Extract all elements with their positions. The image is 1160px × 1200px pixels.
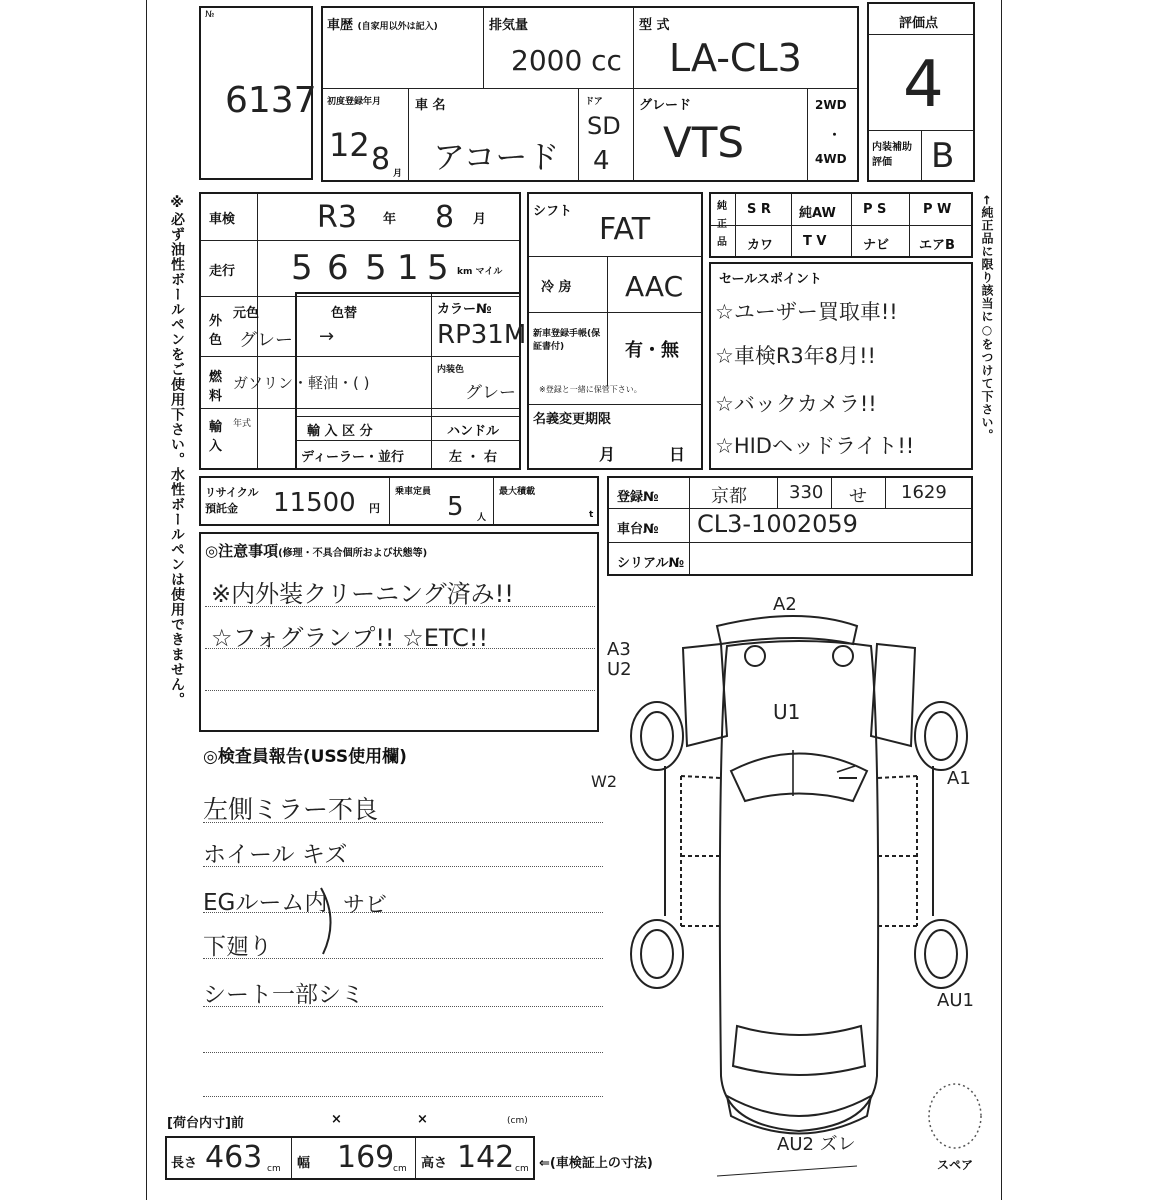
displacement-value: 2000 cc xyxy=(511,44,622,77)
height-value: 142 xyxy=(457,1140,515,1175)
inspector-title: ◎検査員報告(USS使用欄) xyxy=(203,747,407,767)
vehicle-details-box: 車検 R3 年 8 月 走行 5 6 5 1 5 km マイル 外色 元色 色替 グレー → 燃料 ガソリン・軽油・( ) 輸入 年式 xyxy=(199,192,521,470)
first-reg-year: 12 xyxy=(329,126,370,164)
rust-note: サビ xyxy=(343,893,388,918)
mark-au1: AU1 xyxy=(937,990,974,1011)
score-value: 4 xyxy=(903,48,944,122)
history-label: 車歴 (自家用以外は記入) xyxy=(327,18,438,33)
color-import-box: カラー№ RP31M 内装色 グレー 輸 入 区 分 ディーラー・並行 ハンドル 左 ・ 右 xyxy=(295,292,521,470)
mark-au2: AU2 ズレ xyxy=(777,1134,856,1155)
dims-note: ⇐(車検証上の寸法) xyxy=(539,1156,653,1171)
mark-a2-top: A2 xyxy=(773,594,797,615)
top-info-box: 車歴 (自家用以外は記入) 排気量 2000 cc 型 式 LA-CL3 初度登録年月 12 8 月 車 名 アコード ドア SD 4 グレード VTS 2WD ・ 4WD xyxy=(321,6,859,182)
note-1: ※内外装クリーニング済み!! xyxy=(211,580,514,608)
auction-sheet: ※必ず油性ボールペンをご使用下さい。水性ボールペンは使用できません。 ←純正品に限り該当に○をつけて下さい。 № 6137 車歴 (自家用以外は記入) 排気量 2000 cc 型 式 LA-CL3 初度登録年月 12 8 月 車 名 アコード ドア SD 4 グレード VTS 2WD ・ 4WD 評価点 4 内装補助評価 B 車検 R3 年 8 月 走行 5 6 5 1 5 km マイル 外色 元色 色替 グレー → 燃料 ガソリン・軽油・( ) 輸入 年式 カラー№ RP31M 内装色 グレー 輸 入 区 分 ディーラー・並行 ハンドル 左 ・ 右 シフト FAT 冷 房 AAC 新車登録手帳(保証書付) 有・無 ※登録と一緒に保管下さい。 名義変更期限 月 日 純正品 S R 純AW P S P W カワ T V ナビ エアB セールスポイント ☆ユーザー買取車!! ☆車検R3年8月!! ☆バックカメラ!! ☆HIDヘッドライト!! リサイクル預託金 11500 円 乗車定員 5 人 最大積載 t 登録№ 京都 330 せ 1629 車台№ CL3-1002059 シリアル№ ◎注意事項(修理・不具合個所および状態等) ※内外装クリーニング済み!! ☆フォグランプ!! ☆ETC!! ◎検査員報告(USS使用欄) 左側ミラー不良 ホイール キズ EGルーム内 下廻り シート一部シミ サビ [荷台内寸]前 × × (cm) 長さ 463 cm 幅 169 cm 高さ 142 cm ⇐(車検証上の寸法) A2 A3 U2 U1 W2 A1 AU1 AU2 ズレ スペア xyxy=(146,0,1002,1200)
sales-points-box: セールスポイント ☆ユーザー買取車!! ☆車検R3年8月!! ☆バックカメラ!! ☆HIDヘッドライト!! xyxy=(709,262,973,470)
car-name-value: アコード xyxy=(433,138,560,176)
lot-number: 6137 xyxy=(225,80,317,121)
score-box: 評価点 4 内装補助評価 B xyxy=(867,2,975,182)
inspector-item-5: シート一部シミ xyxy=(203,982,364,1008)
mark-w2: W2 xyxy=(591,772,617,791)
length-value: 463 xyxy=(205,1140,263,1175)
registration-box: 登録№ 京都 330 せ 1629 車台№ CL3-1002059 シリアル№ xyxy=(607,476,973,576)
car-diagram xyxy=(617,596,987,1186)
note-2: ☆フォグランプ!! ☆ETC!! xyxy=(211,624,489,652)
sales-point-4: ☆HIDヘッドライト!! xyxy=(715,434,915,458)
ac-value: AAC xyxy=(625,270,684,303)
sales-point-1: ☆ユーザー買取車!! xyxy=(715,300,898,324)
mark-a1: A1 xyxy=(947,768,971,789)
sales-point-3: ☆バックカメラ!! xyxy=(715,392,877,416)
right-margin-note: ←純正品に限り該当に○をつけて下さい。 xyxy=(980,195,994,443)
color-code: RP31M xyxy=(437,320,527,350)
spare-label: スペア xyxy=(937,1158,974,1172)
recycle-value: 11500 xyxy=(273,488,356,518)
equip-genuine: 純正品 xyxy=(717,201,727,248)
dims-box: 長さ 463 cm 幅 169 cm 高さ 142 cm xyxy=(165,1136,535,1180)
notes-box: ◎注意事項(修理・不具合個所および状態等) ※内外装クリーニング済み!! ☆フォグランプ!! ☆ETC!! xyxy=(199,532,599,732)
inspector-item-3: EGルーム内 xyxy=(203,890,328,916)
chassis-value: CL3-1002059 xyxy=(697,510,858,538)
capacity-value: 5 xyxy=(447,492,464,522)
model-value: LA-CL3 xyxy=(669,36,802,80)
mark-a3u2: A3 U2 xyxy=(607,639,632,680)
shift-ac-box: シフト FAT 冷 房 AAC 新車登録手帳(保証書付) 有・無 ※登録と一緒に保管下さい。 名義変更期限 月 日 xyxy=(527,192,703,470)
inspector-item-2: ホイール キズ xyxy=(203,842,348,868)
inspector-item-4: 下廻り xyxy=(203,934,272,960)
equipment-grid: 純正品 S R 純AW P S P W カワ T V ナビ エアB xyxy=(709,192,973,258)
recycle-box: リサイクル預託金 11500 円 乗車定員 5 人 最大積載 t xyxy=(199,476,599,526)
inspector-item-1: 左側ミラー不良 xyxy=(203,795,379,824)
shaken-era: R3 xyxy=(317,200,357,235)
lot-box: № 6137 xyxy=(199,6,313,180)
grade-value: VTS xyxy=(663,118,745,167)
sales-point-2: ☆車検R3年8月!! xyxy=(715,344,876,368)
width-value: 169 xyxy=(337,1140,395,1175)
mileage-d1: 5 xyxy=(291,248,313,288)
mark-u1: U1 xyxy=(773,700,801,724)
interior-score: B xyxy=(931,136,955,176)
left-margin-note: ※必ず油性ボールペンをご使用下さい。水性ボールペンは使用できません。 xyxy=(169,195,185,707)
shift-value: FAT xyxy=(599,212,651,247)
dims-header: [荷台内寸]前 xyxy=(167,1116,244,1131)
